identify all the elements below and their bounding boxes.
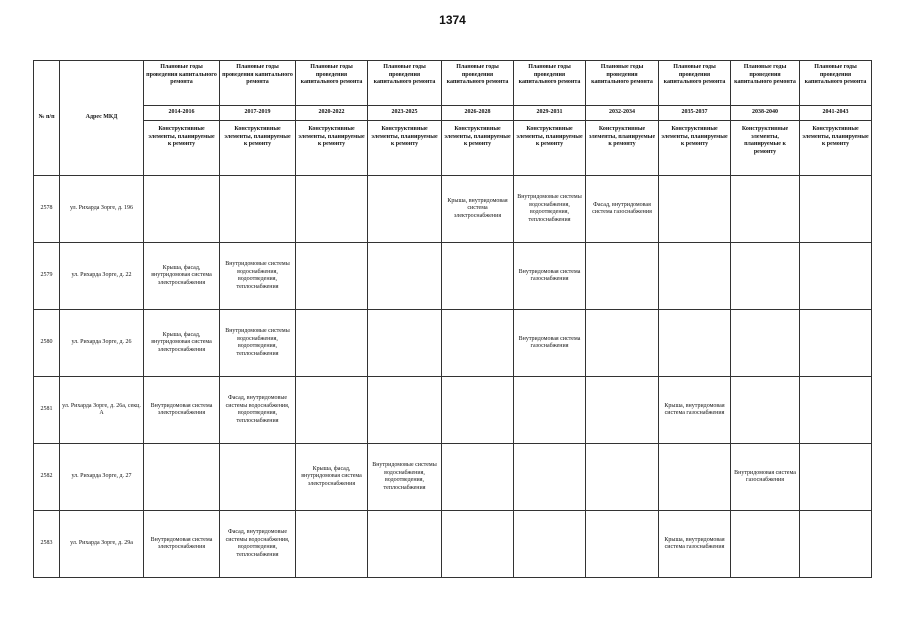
row-address: ул. Рихарда Зорге, д. 29а [60,511,144,578]
work-cell [731,377,800,444]
row-number: 2582 [34,444,60,511]
row-number: 2581 [34,377,60,444]
header-elements: Конструктивные элементы, планируемые к ремонту [442,121,514,176]
header-planned-years: Плановые годы проведения капитального ремонта [586,61,659,106]
row-address: ул. Рихарда Зорге, д. 27 [60,444,144,511]
work-cell [586,444,659,511]
work-cell [368,243,442,310]
work-cell [296,377,368,444]
work-cell: Внутридомовая система газоснабжения [514,243,586,310]
work-cell [659,243,731,310]
work-cell [144,176,220,243]
row-number: 2583 [34,511,60,578]
row-number: 2579 [34,243,60,310]
work-cell [442,511,514,578]
work-cell: Крыша, внутридомовая система электроснабжения [442,176,514,243]
work-cell: Фасад, внутридомовая система газоснабжения [586,176,659,243]
header-period: 2020-2022 [296,106,368,121]
table-row [34,243,872,310]
work-cell [220,444,296,511]
work-cell [586,377,659,444]
work-cell [659,310,731,377]
header-planned-years: Плановые годы проведения капитального ремонта [220,61,296,106]
work-cell: Крыша, фасад, внутридомовая система электроснабжения [144,243,220,310]
header-period: 2026-2028 [442,106,514,121]
work-cell [514,377,586,444]
work-cell [659,176,731,243]
header-planned-years: Плановые годы проведения капитального ремонта [731,61,800,106]
header-row-periods [34,106,872,121]
header-period: 2032-2034 [586,106,659,121]
table-header [34,61,872,176]
table-row [34,377,872,444]
header-num: № п/п [34,61,60,176]
header-planned-years: Плановые годы проведения капитального ремонта [296,61,368,106]
header-elements: Конструктивные элементы, планируемые к ремонту [296,121,368,176]
row-address: ул. Рихарда Зорге, д. 22 [60,243,144,310]
work-cell: Внутридомовые системы водоснабжения, водоотведения, теплоснабжения [220,310,296,377]
work-cell [731,511,800,578]
work-cell: Крыша, фасад, внутридомовая система электроснабжения [144,310,220,377]
work-cell [800,243,872,310]
work-cell [368,176,442,243]
capital-repair-schedule-table [33,60,872,578]
header-planned-years: Плановые годы проведения капитального ремонта [144,61,220,106]
work-cell [731,243,800,310]
header-planned-years: Плановые годы проведения капитального ремонта [368,61,442,106]
row-address: ул. Рихарда Зорге, д. 26а, секц. А [60,377,144,444]
header-address: Адрес МКД [60,61,144,176]
header-planned-years: Плановые годы проведения капитального ремонта [659,61,731,106]
header-elements: Конструктивные элементы, планируемые к ремонту [220,121,296,176]
work-cell [296,243,368,310]
work-cell: Фасад, внутридомовые системы водоснабжения, водоотведения, теплоснабжения [220,377,296,444]
work-cell: Крыша, внутридомовая система газоснабжения [659,511,731,578]
header-elements: Конструктивные элементы, планируемые к ремонту [659,121,731,176]
work-cell [800,176,872,243]
header-period: 2023-2025 [368,106,442,121]
header-planned-years: Плановые годы проведения капитального ремонта [800,61,872,106]
work-cell [731,310,800,377]
work-cell: Крыша, фасад, внутридомовая система электроснабжения [296,444,368,511]
work-cell [514,444,586,511]
work-cell: Внутридомовые системы водоснабжения, водоотведения, теплоснабжения [368,444,442,511]
header-elements: Конструктивные элементы, планируемые к ремонту [368,121,442,176]
header-elements: Конструктивные элементы, планируемые к ремонту [144,121,220,176]
work-cell: Внутридомовая система газоснабжения [731,444,800,511]
work-cell [800,377,872,444]
header-row-elements [34,121,872,176]
work-cell [368,310,442,377]
header-period: 2038-2040 [731,106,800,121]
work-cell: Внутридомовая система электроснабжения [144,511,220,578]
work-cell [220,176,296,243]
work-cell: Фасад, внутридомовые системы водоснабжения, водоотведения, теплоснабжения [220,511,296,578]
header-period: 2035-2037 [659,106,731,121]
work-cell [296,511,368,578]
work-cell [442,310,514,377]
header-elements: Конструктивные элементы, планируемые к ремонту [731,121,800,176]
header-elements: Конструктивные элементы, планируемые к ремонту [514,121,586,176]
work-cell [144,444,220,511]
work-cell [442,243,514,310]
row-address: ул. Рихарда Зорге, д. 26 [60,310,144,377]
work-cell [731,176,800,243]
work-cell [296,310,368,377]
header-period: 2017-2019 [220,106,296,121]
row-number: 2580 [34,310,60,377]
header-period: 2014-2016 [144,106,220,121]
work-cell [800,511,872,578]
work-cell: Внутридомовая система электроснабжения [144,377,220,444]
header-planned-years: Плановые годы проведения капитального ремонта [442,61,514,106]
work-cell [514,511,586,578]
work-cell [800,310,872,377]
header-period: 2041-2043 [800,106,872,121]
table-row [34,444,872,511]
work-cell [368,377,442,444]
work-cell: Внутридомовая система газоснабжения [514,310,586,377]
table-row [34,176,872,243]
page-number: 1374 [439,13,466,27]
work-cell: Внутридомовые системы водоснабжения, водоотведения, теплоснабжения [514,176,586,243]
table-row [34,310,872,377]
work-cell [442,377,514,444]
work-cell [586,310,659,377]
work-cell [659,444,731,511]
work-cell [296,176,368,243]
header-planned-years: Плановые годы проведения капитального ремонта [514,61,586,106]
work-cell [586,511,659,578]
work-cell: Крыша, внутридомовая система газоснабжения [659,377,731,444]
header-elements: Конструктивные элементы, планируемые к ремонту [586,121,659,176]
header-elements: Конструктивные элементы, планируемые к ремонту [800,121,872,176]
header-row-planned-years [34,61,872,106]
row-address: ул. Рихарда Зорге, д. 196 [60,176,144,243]
row-number: 2578 [34,176,60,243]
work-cell [800,444,872,511]
work-cell: Внутридомовые системы водоснабжения, водоотведения, теплоснабжения [220,243,296,310]
work-cell [586,243,659,310]
work-cell [368,511,442,578]
table-body [34,176,872,578]
table-row [34,511,872,578]
work-cell [442,444,514,511]
header-period: 2029-2031 [514,106,586,121]
